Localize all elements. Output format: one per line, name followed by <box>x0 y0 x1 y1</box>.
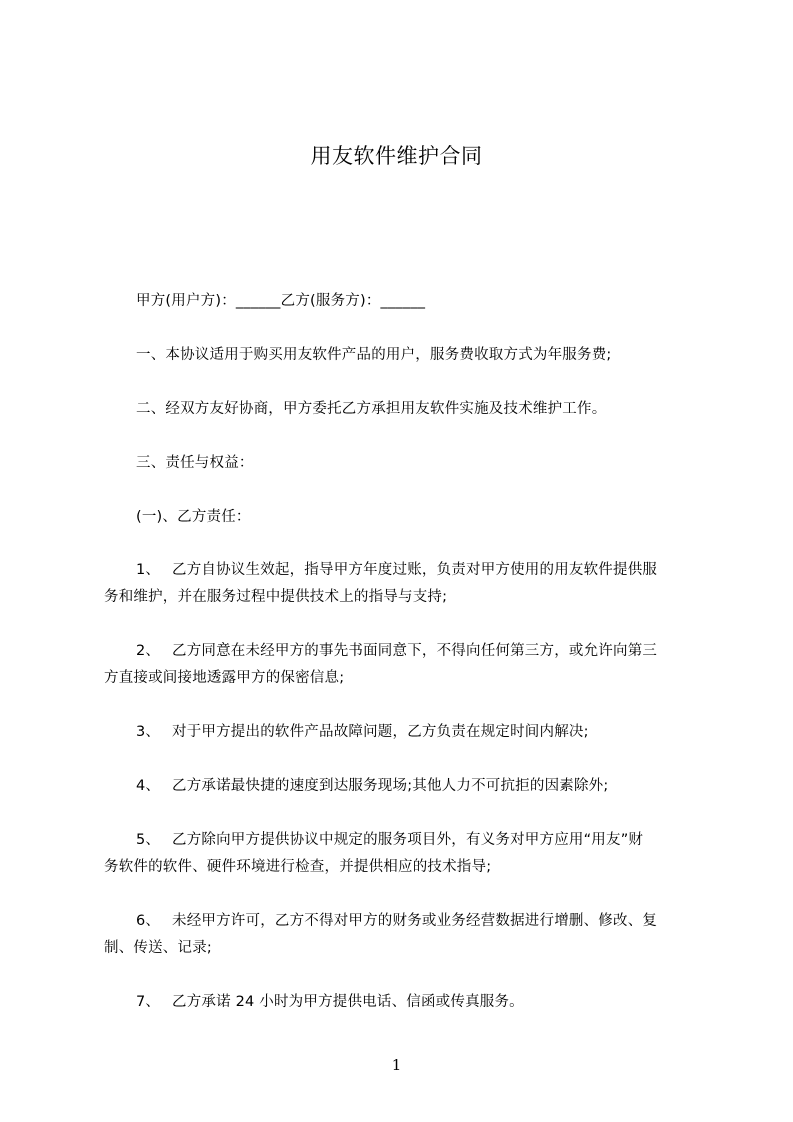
item-2-number: 2、 <box>136 643 161 659</box>
clause-3-heading: 三、责任与权益： <box>136 455 254 471</box>
document-title: 用友软件维护合同 <box>310 144 483 168</box>
item-5-line-2: 务软件的软件、硬件环境进行检查，并提供相应的技术指导; <box>104 859 492 875</box>
item-1-number: 1、 <box>136 562 161 578</box>
item-7-number: 7、 <box>136 994 161 1010</box>
item-1-line-2: 务和维护，并在服务过程中提供技术上的指导与支持; <box>104 589 448 605</box>
clause-2: 二、经双方友好协商，甲方委托乙方承担用友软件实施及技术维护工作。 <box>136 401 607 417</box>
section-1-heading: (一)、乙方责任： <box>136 509 251 525</box>
item-1-line-1 <box>136 560 704 580</box>
item-7-line-1 <box>136 992 704 1012</box>
item-6-line-1 <box>136 911 704 931</box>
item-2-line-1 <box>136 641 704 661</box>
item-4-line-1 <box>136 776 704 796</box>
item-3-number: 3、 <box>136 724 161 740</box>
item-5-line-1 <box>136 830 704 850</box>
parties-line: 甲方(用户方)：______乙方(服务方)：______ <box>136 293 426 309</box>
item-6-number: 6、 <box>136 913 161 929</box>
item-7-text: 乙方承诺 24 小时为甲方提供电话、信函或传真服务。 <box>172 994 524 1010</box>
item-3-line-1 <box>136 722 704 742</box>
item-4-text: 乙方承诺最快捷的速度到达服务现场;其他人力不可抗拒的因素除外; <box>172 778 609 794</box>
page-number: 1 <box>391 1056 402 1074</box>
item-2-line-2: 方直接或间接地透露甲方的保密信息; <box>104 670 345 686</box>
item-5-text: 乙方除向甲方提供协议中规定的服务项目外，有义务对甲方应用“用友”财 <box>172 832 644 848</box>
item-6-line-2: 制、传送、记录; <box>104 940 212 956</box>
item-3-text: 对于甲方提出的软件产品故障问题，乙方负责在规定时间内解决; <box>172 724 589 740</box>
clause-1: 一、本协议适用于购买用友软件产品的用户，服务费收取方式为年服务费; <box>136 347 612 363</box>
item-1-text: 乙方自协议生效起，指导甲方年度过账，负责对甲方使用的用友软件提供服 <box>172 562 658 578</box>
item-5-number: 5、 <box>136 832 161 848</box>
item-2-text: 乙方同意在未经甲方的事先书面同意下，不得向任何第三方，或允许向第三 <box>172 643 658 659</box>
item-6-text: 未经甲方许可，乙方不得对甲方的财务或业务经营数据进行增删、修改、复 <box>172 913 658 929</box>
item-4-number: 4、 <box>136 778 161 794</box>
